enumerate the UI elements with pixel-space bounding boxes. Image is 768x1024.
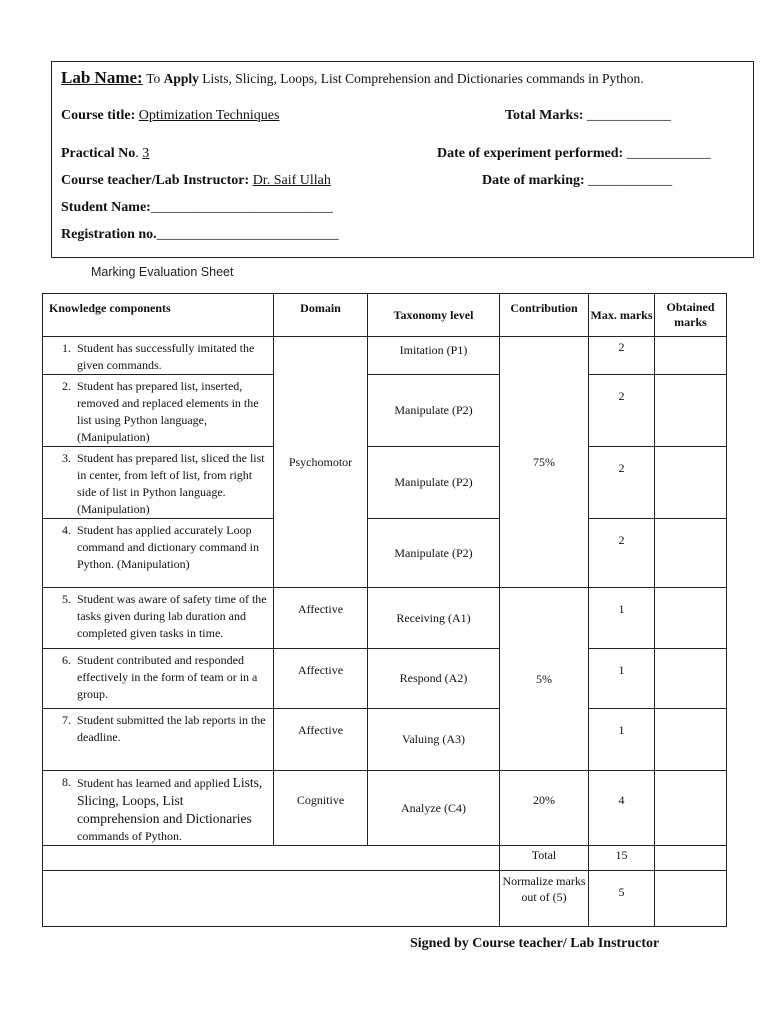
total-label: Total bbox=[500, 846, 589, 871]
practical-no-line: Practical No. 3 bbox=[61, 146, 150, 161]
header-obtained-marks: Obtained marks bbox=[655, 294, 727, 337]
total-marks-line bbox=[505, 108, 671, 124]
table-row bbox=[43, 337, 727, 375]
normalize-row bbox=[43, 871, 727, 927]
registration-field[interactable]: __________________________ bbox=[156, 227, 339, 242]
total-marks-field[interactable]: ____________ bbox=[586, 108, 671, 123]
header-domain: Domain bbox=[274, 294, 368, 337]
date-marking-field[interactable]: ____________ bbox=[588, 173, 673, 188]
teacher-line bbox=[61, 173, 331, 189]
sheet-title: Marking Evaluation Sheet bbox=[91, 265, 234, 279]
max-marks-cell: 2 bbox=[589, 375, 655, 447]
total-marks-label: Total Marks: bbox=[505, 108, 584, 123]
header-knowledge: Knowledge components bbox=[43, 294, 274, 337]
obtained-marks-cell[interactable] bbox=[655, 709, 727, 771]
obtained-marks-cell[interactable] bbox=[655, 519, 727, 588]
student-name-field[interactable]: __________________________ bbox=[150, 200, 333, 215]
date-experiment-field[interactable]: ____________ bbox=[626, 146, 711, 161]
table-header-row bbox=[43, 294, 727, 337]
lab-name-line bbox=[61, 68, 644, 88]
contribution-cognitive: 20% bbox=[500, 771, 589, 846]
knowledge-cell: 3. Student has prepared list, sliced the list in center, from left of list, from right side of list in Python language. (Manipulation) bbox=[43, 447, 274, 519]
obtained-marks-cell[interactable] bbox=[655, 649, 727, 709]
max-marks-cell: 2 bbox=[589, 519, 655, 588]
teacher-value: Dr. Saif Ullah bbox=[252, 173, 331, 188]
taxonomy-cell: Receiving (A1) bbox=[368, 588, 500, 649]
knowledge-cell: 7. Student submitted the lab reports in the deadline. bbox=[43, 709, 274, 771]
obtained-marks-cell[interactable] bbox=[655, 588, 727, 649]
obtained-marks-cell[interactable] bbox=[655, 447, 727, 519]
table-row bbox=[43, 519, 727, 588]
max-marks-cell: 1 bbox=[589, 649, 655, 709]
knowledge-cell: 1. Student has successfully imitated the given commands. bbox=[43, 337, 274, 375]
domain-cell: Affective bbox=[274, 588, 368, 649]
normalize-max-marks: 5 bbox=[589, 871, 655, 927]
max-marks-cell: 4 bbox=[589, 771, 655, 846]
course-title-value: Optimization Techniques bbox=[138, 108, 280, 123]
taxonomy-cell: Respond (A2) bbox=[368, 649, 500, 709]
header-max-marks: Max. marks bbox=[589, 294, 655, 337]
contribution-psychomotor: 75% bbox=[500, 337, 589, 588]
table-row bbox=[43, 771, 727, 846]
taxonomy-cell: Manipulate (P2) bbox=[368, 447, 500, 519]
knowledge-cell: 8. Student has learned and applied Lists, Slicing, Loops, List comprehension and Dictionaries commands of Python. bbox=[43, 771, 274, 846]
normalize-label: Normalize marks out of (5) bbox=[500, 871, 589, 927]
normalize-row-blank bbox=[43, 871, 500, 927]
taxonomy-cell: Manipulate (P2) bbox=[368, 519, 500, 588]
taxonomy-cell: Imitation (P1) bbox=[368, 337, 500, 375]
lab-info-box bbox=[51, 61, 754, 258]
date-marking-line bbox=[482, 173, 672, 189]
date-experiment-label: Date of experiment performed: bbox=[437, 146, 624, 161]
obtained-marks-cell[interactable] bbox=[655, 375, 727, 447]
domain-psychomotor: Psychomotor bbox=[274, 337, 368, 588]
knowledge-cell: 6. Student contributed and responded effectively in the form of team or in a group. bbox=[43, 649, 274, 709]
domain-cell: Cognitive bbox=[274, 771, 368, 846]
knowledge-cell: 2. Student has prepared list, inserted, removed and replaced elements in the list using Python language, (Manipulation) bbox=[43, 375, 274, 447]
max-marks-cell: 2 bbox=[589, 337, 655, 375]
course-title-line bbox=[61, 108, 279, 124]
knowledge-cell: 5. Student was aware of safety time of the tasks given during lab duration and completed given tasks in time. bbox=[43, 588, 274, 649]
obtained-marks-cell[interactable] bbox=[655, 337, 727, 375]
practical-no-value: 3 bbox=[142, 146, 150, 161]
student-name-line bbox=[61, 200, 333, 216]
max-marks-cell: 2 bbox=[589, 447, 655, 519]
student-name-label: Student Name: bbox=[61, 200, 151, 215]
evaluation-table bbox=[42, 293, 727, 927]
taxonomy-cell: Analyze (C4) bbox=[368, 771, 500, 846]
max-marks-cell: 1 bbox=[589, 709, 655, 771]
total-row bbox=[43, 846, 727, 871]
course-title-label: Course title: bbox=[61, 108, 136, 123]
registration-line bbox=[61, 227, 339, 243]
table-row bbox=[43, 709, 727, 771]
knowledge-cell: 4. Student has applied accurately Loop command and dictionary command in Python. (Manipulation) bbox=[43, 519, 274, 588]
table-row bbox=[43, 375, 727, 447]
date-experiment-line bbox=[437, 146, 711, 162]
max-marks-cell: 1 bbox=[589, 588, 655, 649]
taxonomy-cell: Manipulate (P2) bbox=[368, 375, 500, 447]
contribution-affective: 5% bbox=[500, 588, 589, 771]
table-row bbox=[43, 588, 727, 649]
lab-name-label: Lab Name: bbox=[61, 68, 143, 87]
registration-label: Registration no. bbox=[61, 227, 157, 242]
table-row bbox=[43, 649, 727, 709]
total-max-marks: 15 bbox=[589, 846, 655, 871]
lab-name-value: To Apply Lists, Slicing, Loops, List Comprehension and Dictionaries commands in Python. bbox=[146, 71, 644, 86]
teacher-label: Course teacher/Lab Instructor: bbox=[61, 173, 250, 188]
date-marking-label: Date of marking: bbox=[482, 173, 585, 188]
domain-cell: Affective bbox=[274, 649, 368, 709]
header-taxonomy: Taxonomy level bbox=[368, 294, 500, 337]
header-contribution: Contribution bbox=[500, 294, 589, 337]
obtained-marks-cell[interactable] bbox=[655, 771, 727, 846]
normalize-obtained-marks[interactable] bbox=[655, 871, 727, 927]
taxonomy-cell: Valuing (A3) bbox=[368, 709, 500, 771]
table-row bbox=[43, 447, 727, 519]
total-row-blank bbox=[43, 846, 500, 871]
signature-line: Signed by Course teacher/ Lab Instructor bbox=[410, 936, 660, 951]
domain-cell: Affective bbox=[274, 709, 368, 771]
total-obtained-marks[interactable] bbox=[655, 846, 727, 871]
practical-no-label: Practical No bbox=[61, 146, 136, 161]
